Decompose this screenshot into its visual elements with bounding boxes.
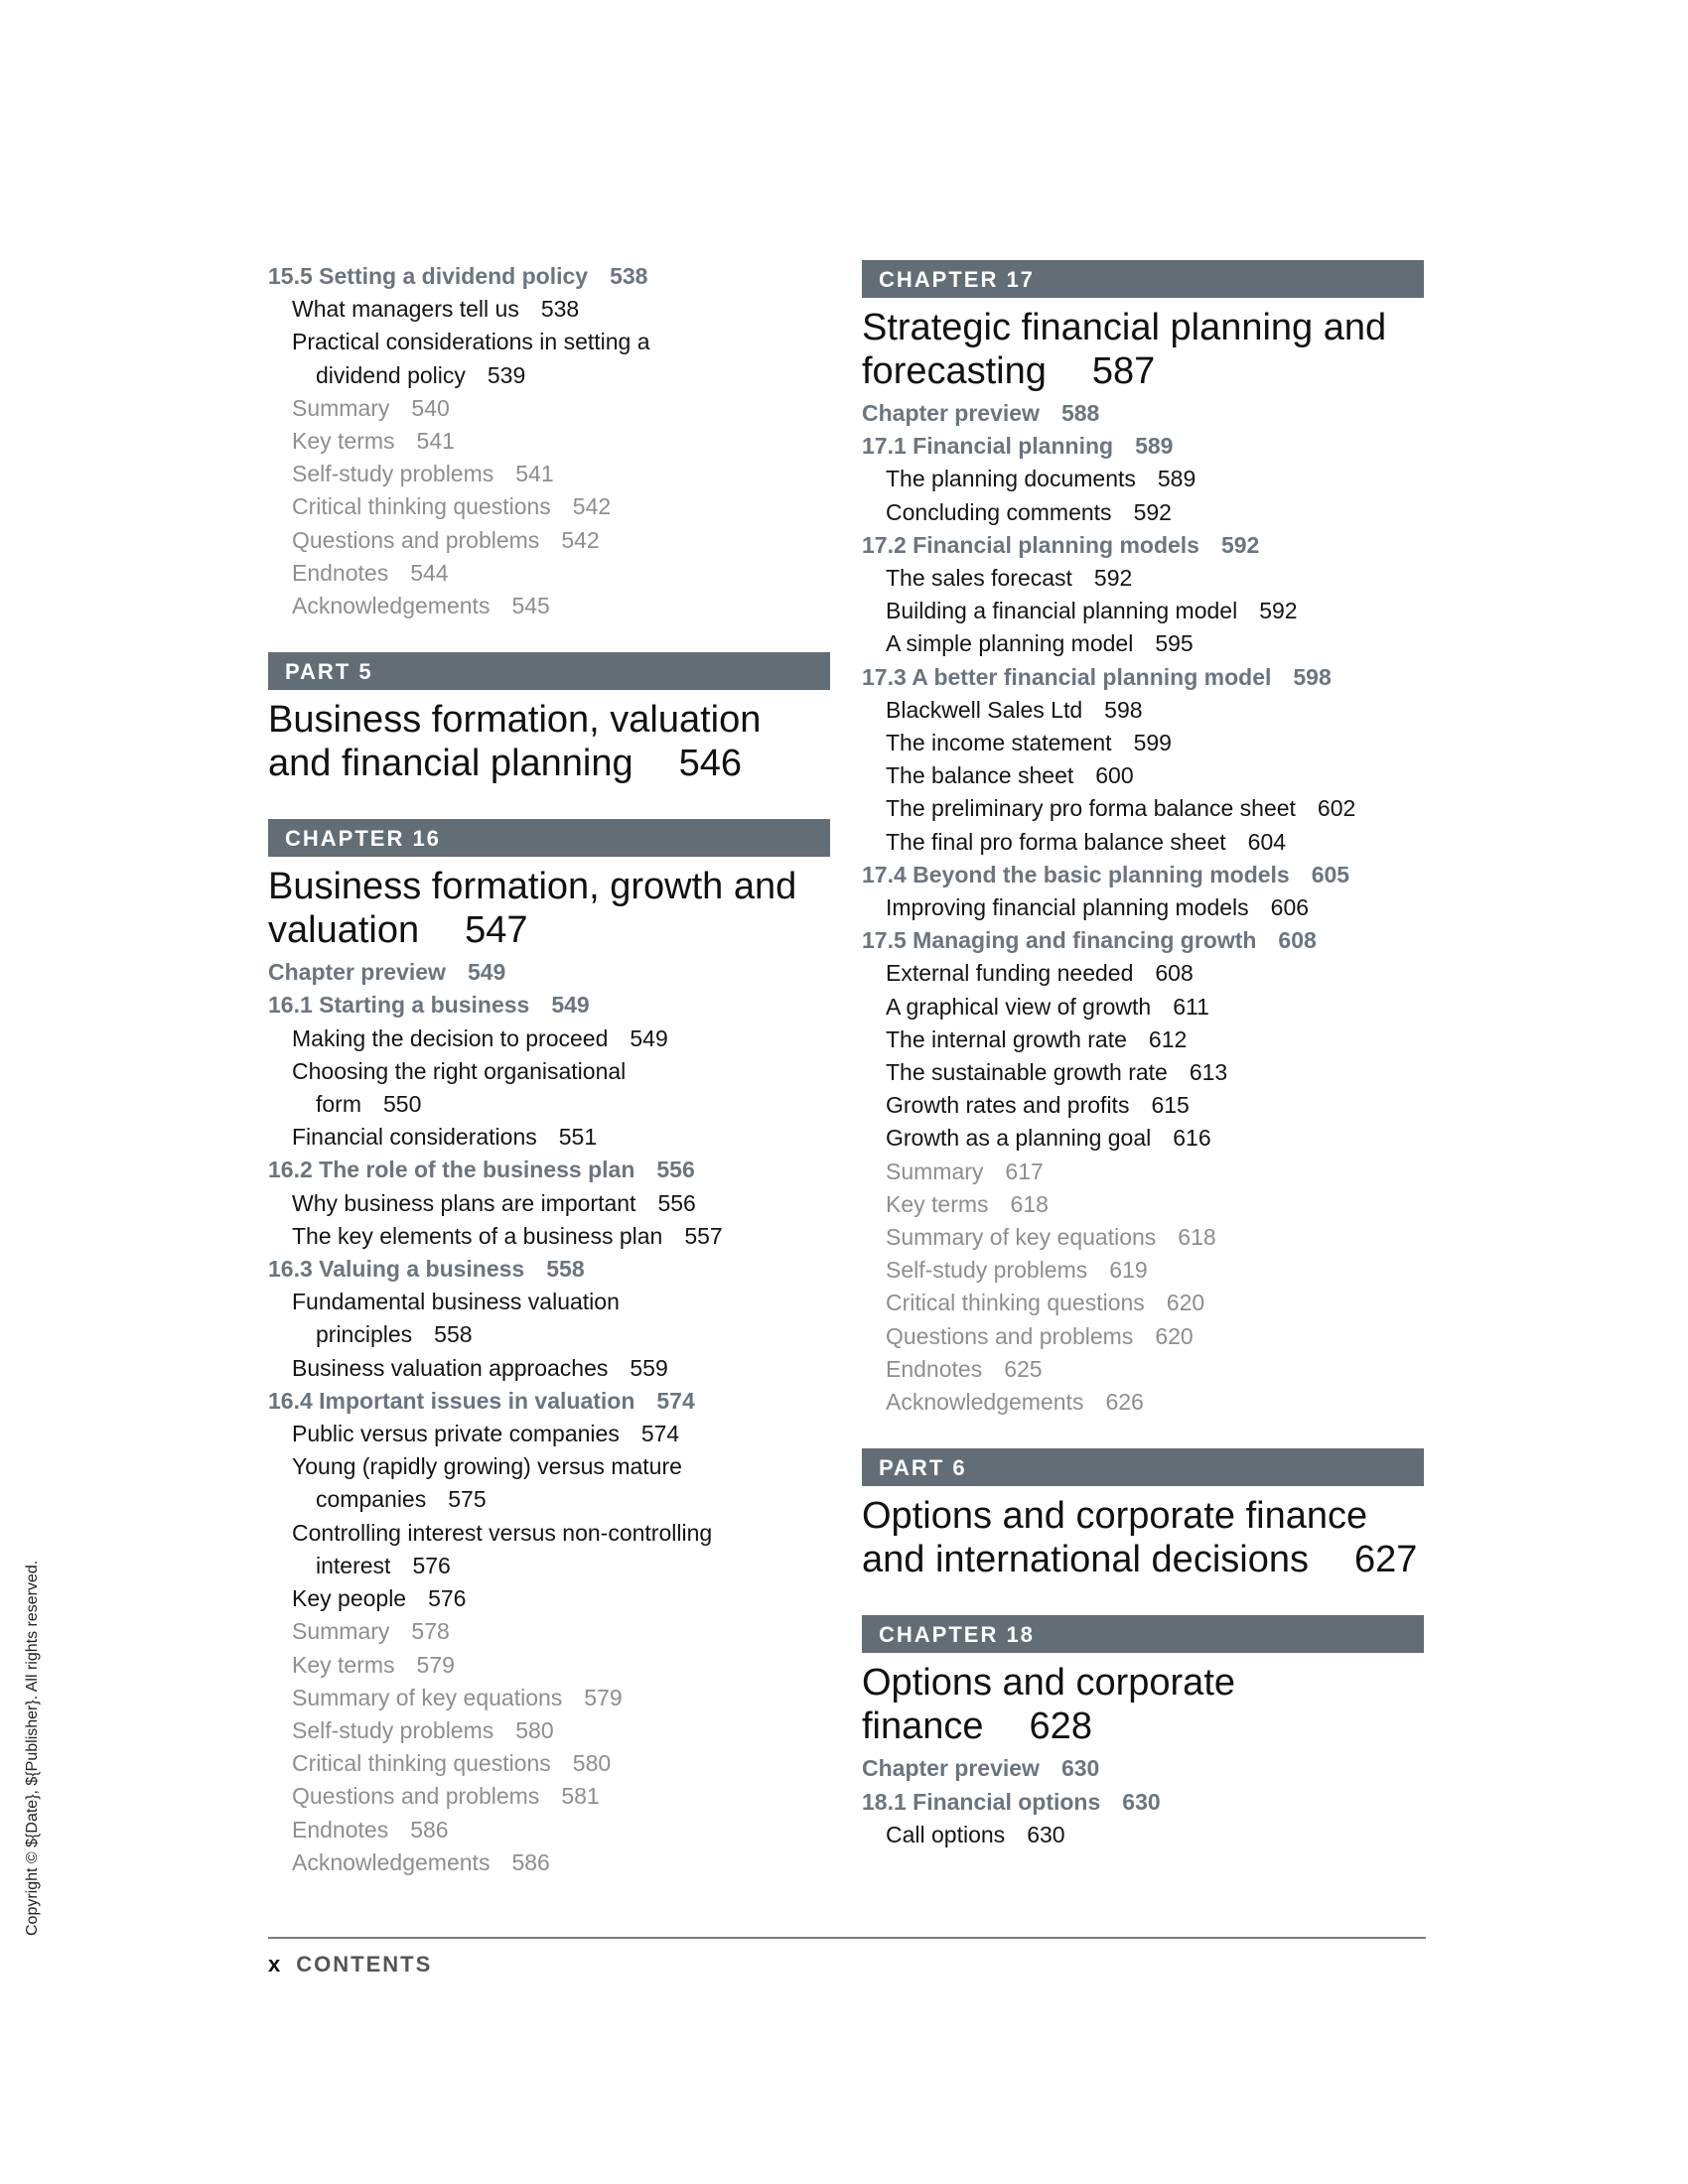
entry-page-number: 586 xyxy=(410,1816,449,1843)
entry-title: Why business plans are important xyxy=(292,1189,636,1216)
entry-title: The preliminary pro forma balance sheet xyxy=(886,795,1296,822)
part-5-banner: PART 5 xyxy=(268,652,830,690)
entry-title-continuation: dividend policy xyxy=(316,361,466,388)
entry-title: Endnotes xyxy=(886,1355,983,1382)
toc-entry[interactable] xyxy=(862,1221,1424,1254)
entry-page-number: 630 xyxy=(1060,1755,1100,1782)
toc-entry[interactable] xyxy=(862,1024,1424,1056)
toc-entry-list xyxy=(268,293,830,622)
toc-entry[interactable] xyxy=(268,1814,830,1846)
toc-entry[interactable] xyxy=(862,1188,1424,1221)
entry-title: Key people xyxy=(292,1585,407,1612)
toc-entry[interactable] xyxy=(862,1156,1424,1188)
entry-page-number: 579 xyxy=(416,1651,455,1678)
toc-entry[interactable] xyxy=(862,1089,1424,1122)
entry-page-number: 598 xyxy=(1104,696,1143,723)
entry-page-number: 542 xyxy=(561,526,600,553)
part-6-title[interactable]: Options and corporate finance and international decisions 627 xyxy=(862,1495,1418,1581)
entry-title: Acknowledgements xyxy=(886,1389,1084,1416)
entry-title: Summary xyxy=(886,1158,984,1184)
toc-entry[interactable] xyxy=(862,1254,1424,1287)
entry-page-number: 604 xyxy=(1247,828,1287,855)
toc-section[interactable] xyxy=(268,1154,830,1186)
right-column xyxy=(862,260,1424,1851)
toc-entry[interactable] xyxy=(862,1287,1424,1319)
entry-page-number: 592 xyxy=(1259,598,1298,624)
entry-title: The income statement xyxy=(886,730,1112,756)
entry-title: The sales forecast xyxy=(886,565,1072,592)
entry-page-number: 581 xyxy=(561,1783,600,1810)
toc-entry[interactable] xyxy=(862,991,1424,1024)
toc-section[interactable] xyxy=(862,1786,1424,1819)
toc-entry[interactable] xyxy=(268,392,830,425)
toc-entry[interactable] xyxy=(268,1517,830,1582)
entry-page-number: 592 xyxy=(1133,498,1172,525)
entry-title: Self-study problems xyxy=(292,1716,494,1743)
entry-page-number: 602 xyxy=(1317,795,1356,822)
entry-page-number: 625 xyxy=(1004,1355,1043,1382)
entry-title: Fundamental business valuation xyxy=(292,1289,620,1315)
entry-page-number: 541 xyxy=(515,461,554,487)
entry-title: Acknowledgements xyxy=(292,1848,491,1875)
entry-page-number: 616 xyxy=(1173,1125,1211,1152)
entry-page-number: 608 xyxy=(1155,960,1194,987)
entry-title: Chapter preview xyxy=(862,1755,1040,1782)
entry-title: Practical considerations in setting a xyxy=(292,329,650,355)
toc-entry[interactable] xyxy=(862,1056,1424,1089)
entry-title: 16.3 Valuing a business xyxy=(268,1256,525,1283)
toc-entry[interactable] xyxy=(268,590,830,622)
entry-title: Summary of key equations xyxy=(292,1684,563,1710)
entry-title: Call options xyxy=(886,1821,1006,1847)
toc-entry[interactable] xyxy=(862,627,1424,660)
entry-title: Young (rapidly growing) versus mature xyxy=(292,1453,682,1480)
entry-title: Critical thinking questions xyxy=(292,493,551,520)
entry-page-number: 557 xyxy=(684,1222,723,1249)
toc-entry[interactable] xyxy=(862,759,1424,792)
page-footer xyxy=(268,1952,432,1978)
entry-page-number: 580 xyxy=(572,1750,612,1777)
toc-entry[interactable] xyxy=(862,727,1424,759)
entry-title: Growth as a planning goal xyxy=(886,1125,1152,1152)
entry-page-number: 578 xyxy=(411,1618,450,1645)
toc-section[interactable] xyxy=(862,924,1424,957)
toc-chapter-preview[interactable] xyxy=(862,397,1424,430)
toc-entry[interactable] xyxy=(268,1187,830,1220)
toc-entry[interactable] xyxy=(862,694,1424,727)
entry-title: The sustainable growth rate xyxy=(886,1059,1168,1086)
part-6-banner: PART 6 xyxy=(862,1448,1424,1486)
toc-entry[interactable] xyxy=(862,1353,1424,1386)
entry-title: 16.4 Important issues in valuation xyxy=(268,1387,635,1414)
entry-page-number: 586 xyxy=(511,1848,550,1875)
entry-page-number: 600 xyxy=(1095,762,1134,789)
entry-title-continuation: interest xyxy=(316,1552,391,1578)
toc-entry[interactable] xyxy=(862,1320,1424,1353)
entry-title: Self-study problems xyxy=(886,1257,1088,1284)
chapter-16-banner: CHAPTER 16 xyxy=(268,819,830,857)
entry-page-number: 630 xyxy=(1027,1821,1065,1847)
toc-section[interactable] xyxy=(862,661,1424,694)
entry-page-number: 620 xyxy=(1155,1322,1194,1349)
entry-title: Business valuation approaches xyxy=(292,1354,609,1381)
entry-page-number: 592 xyxy=(1093,565,1133,592)
entry-title: 17.5 Managing and financing growth xyxy=(862,927,1257,954)
entry-page-number: 592 xyxy=(1220,531,1260,558)
entry-page-number: 549 xyxy=(467,959,506,986)
entry-title: Summary xyxy=(292,394,390,421)
toc-entry[interactable] xyxy=(268,1352,830,1385)
toc-entry[interactable] xyxy=(862,826,1424,859)
toc-entry[interactable] xyxy=(862,595,1424,627)
entry-title: Acknowledgements xyxy=(292,593,491,619)
entry-title: A graphical view of growth xyxy=(886,993,1152,1020)
entry-title: Concluding comments xyxy=(886,498,1112,525)
entry-title: Summary xyxy=(292,1618,390,1645)
toc-entry[interactable] xyxy=(268,1649,830,1682)
entry-page-number: 580 xyxy=(515,1716,554,1743)
entry-page-number: 579 xyxy=(584,1684,623,1710)
entry-title: Key terms xyxy=(886,1190,989,1217)
entry-page-number: 558 xyxy=(546,1256,585,1283)
entry-page-number: 539 xyxy=(487,361,526,388)
toc-entry[interactable] xyxy=(268,1418,830,1450)
entry-page-number: 617 xyxy=(1005,1158,1044,1184)
entry-title-continued xyxy=(292,359,830,392)
entry-page-number: 620 xyxy=(1166,1290,1205,1316)
footer-divider xyxy=(268,1937,1426,1939)
entry-title: Endnotes xyxy=(292,1816,389,1843)
entry-page-number: 605 xyxy=(1311,861,1350,887)
entry-title: Chapter preview xyxy=(862,400,1040,426)
entry-title: A simple planning model xyxy=(886,630,1134,657)
entry-title-continued xyxy=(292,1483,830,1516)
entry-page-number: 612 xyxy=(1148,1025,1188,1052)
toc-entry[interactable] xyxy=(268,1121,830,1154)
entry-page-number: 545 xyxy=(511,593,550,619)
toc-entry[interactable] xyxy=(268,458,830,490)
entry-title: Questions and problems xyxy=(886,1322,1134,1349)
part-5-title[interactable]: Business formation, valuation and financial planning 546 xyxy=(268,699,762,785)
entry-title-continued xyxy=(292,1088,830,1121)
entry-title: External funding needed xyxy=(886,960,1134,987)
toc-entry[interactable] xyxy=(268,1055,830,1121)
entry-page-number: 574 xyxy=(640,1421,680,1447)
entry-page-number: 608 xyxy=(1278,927,1317,954)
entry-page-number: 595 xyxy=(1155,630,1194,657)
toc-entry[interactable] xyxy=(268,557,830,590)
toc-entry[interactable] xyxy=(268,326,830,391)
entry-page-number: 606 xyxy=(1270,894,1310,921)
toc-entry-list xyxy=(862,1752,1424,1851)
chapter-16-title[interactable]: Business formation, growth and valuation 547 xyxy=(268,866,797,952)
entry-title: Public versus private companies xyxy=(292,1421,620,1447)
entry-title: 18.1 Financial options xyxy=(862,1788,1101,1815)
entry-page-number: 588 xyxy=(1060,400,1100,426)
toc-entry[interactable] xyxy=(862,891,1424,924)
entry-page-number: 549 xyxy=(630,1024,668,1051)
entry-title: The key elements of a business plan xyxy=(292,1222,663,1249)
toc-entry[interactable] xyxy=(268,425,830,458)
toc-section[interactable] xyxy=(268,989,830,1022)
entry-page-number: 551 xyxy=(558,1124,598,1151)
entry-title: Chapter preview xyxy=(268,959,446,986)
toc-section[interactable] xyxy=(862,859,1424,891)
toc-section[interactable] xyxy=(862,529,1424,562)
toc-entry[interactable] xyxy=(268,1450,830,1516)
chapter-17-title[interactable]: Strategic financial planning and forecasting 587 xyxy=(862,307,1387,392)
entry-title: What managers tell us xyxy=(292,296,519,323)
entry-title-continued xyxy=(292,1550,830,1582)
entry-title: Financial considerations xyxy=(292,1124,537,1151)
entry-page-number: 556 xyxy=(656,1157,695,1183)
entry-title: The balance sheet xyxy=(886,762,1074,789)
toc-entry[interactable] xyxy=(268,490,830,523)
entry-title: Making the decision to proceed xyxy=(292,1024,609,1051)
entry-title-continuation: form xyxy=(316,1091,361,1118)
toc-entry[interactable] xyxy=(862,957,1424,990)
entry-page-number: 556 xyxy=(657,1189,696,1216)
entry-page-number: 575 xyxy=(448,1486,487,1513)
toc-entry[interactable] xyxy=(268,1780,830,1813)
entry-title: 17.3 A better financial planning model xyxy=(862,663,1272,690)
entry-title: Blackwell Sales Ltd xyxy=(886,696,1083,723)
toc-entry[interactable] xyxy=(862,1122,1424,1155)
entry-title: Controlling interest versus non-controlling xyxy=(292,1519,713,1546)
entry-title: Growth rates and profits xyxy=(886,1092,1130,1119)
entry-page-number: 574 xyxy=(656,1387,695,1414)
toc-entry[interactable] xyxy=(862,562,1424,595)
entry-page-number: 559 xyxy=(630,1354,668,1381)
toc-entry[interactable] xyxy=(862,496,1424,529)
toc-entry[interactable] xyxy=(268,1714,830,1747)
entry-title: The planning documents xyxy=(886,466,1136,492)
entry-title: Key terms xyxy=(292,428,395,455)
entry-page-number: 558 xyxy=(434,1321,473,1348)
entry-title: Summary of key equations xyxy=(886,1224,1157,1251)
toc-chapter-preview[interactable] xyxy=(268,956,830,989)
entry-page-number: 576 xyxy=(412,1552,451,1578)
entry-title: Key terms xyxy=(292,1651,395,1678)
toc-entry-list xyxy=(268,956,830,1879)
entry-page-number: 550 xyxy=(383,1091,422,1118)
chapter-18-banner: CHAPTER 18 xyxy=(862,1615,1424,1653)
entry-page-number: 615 xyxy=(1151,1092,1190,1119)
toc-section[interactable]: 15.5 Setting a dividend policy 538 xyxy=(268,263,648,289)
entry-title: 16.1 Starting a business xyxy=(268,992,530,1019)
chapter-18-title[interactable]: Options and corporate finance 628 xyxy=(862,1662,1236,1748)
entry-title: Critical thinking questions xyxy=(886,1290,1145,1316)
entry-title: Questions and problems xyxy=(292,1783,540,1810)
entry-page-number: 611 xyxy=(1173,993,1209,1020)
copyright-notice: Copyright © ${Date}, ${Publisher}. All rights reserved. xyxy=(24,1560,41,1936)
entry-title: Endnotes xyxy=(292,559,389,586)
toc-entry[interactable] xyxy=(862,463,1424,495)
entry-page-number: 538 xyxy=(540,296,580,323)
entry-page-number: 626 xyxy=(1105,1389,1144,1416)
entry-title: Questions and problems xyxy=(292,526,540,553)
toc-entry[interactable] xyxy=(268,1220,830,1253)
entry-page-number: 540 xyxy=(411,394,450,421)
page-number: x xyxy=(268,1952,281,1977)
toc-entry[interactable] xyxy=(268,1286,830,1351)
running-head: CONTENTS xyxy=(296,1952,433,1977)
entry-page-number: 599 xyxy=(1133,730,1172,756)
entry-title: Critical thinking questions xyxy=(292,1750,551,1777)
toc-entry[interactable] xyxy=(268,1615,830,1648)
entry-page-number: 542 xyxy=(572,493,612,520)
toc-entry[interactable] xyxy=(268,1582,830,1615)
entry-title: Self-study problems xyxy=(292,461,494,487)
entry-title: 16.2 The role of the business plan xyxy=(268,1157,635,1183)
entry-page-number: 589 xyxy=(1157,466,1196,492)
entry-page-number: 598 xyxy=(1293,663,1332,690)
toc-entry[interactable] xyxy=(862,1386,1424,1419)
entry-title: 17.1 Financial planning xyxy=(862,433,1114,460)
toc-entry[interactable] xyxy=(268,1023,830,1055)
entry-title: Improving financial planning models xyxy=(886,894,1249,921)
entry-page-number: 541 xyxy=(416,428,455,455)
entry-page-number: 544 xyxy=(410,559,449,586)
entry-page-number: 613 xyxy=(1189,1059,1228,1086)
entry-page-number: 618 xyxy=(1010,1190,1049,1217)
entry-page-number: 630 xyxy=(1122,1788,1161,1815)
toc-section[interactable] xyxy=(268,1385,830,1418)
entry-title-continued xyxy=(292,1318,830,1351)
entry-page-number: 619 xyxy=(1109,1257,1148,1284)
left-column xyxy=(268,260,830,1879)
toc-entry[interactable] xyxy=(862,792,1424,825)
toc-entry[interactable] xyxy=(268,293,830,326)
entry-page-number: 576 xyxy=(428,1585,467,1612)
entry-title: 17.4 Beyond the basic planning models xyxy=(862,861,1290,887)
toc-entry[interactable] xyxy=(268,1747,830,1780)
entry-title: Choosing the right organisational xyxy=(292,1057,627,1084)
chapter-17-banner: CHAPTER 17 xyxy=(862,260,1424,298)
toc-chapter-preview[interactable] xyxy=(862,1752,1424,1785)
entry-title: Building a financial planning model xyxy=(886,598,1238,624)
toc-entry[interactable] xyxy=(268,524,830,557)
toc-section[interactable] xyxy=(862,430,1424,463)
entry-title-continuation: principles xyxy=(316,1321,413,1348)
entry-page-number: 618 xyxy=(1178,1224,1216,1251)
entry-title: 17.2 Financial planning models xyxy=(862,531,1199,558)
toc-entry-list xyxy=(862,397,1424,1419)
entry-page-number: 549 xyxy=(551,992,590,1019)
entry-title: The internal growth rate xyxy=(886,1025,1127,1052)
toc-entry[interactable] xyxy=(862,1819,1424,1851)
toc-section[interactable] xyxy=(268,1253,830,1286)
toc-entry[interactable] xyxy=(268,1682,830,1714)
entry-page-number: 589 xyxy=(1135,433,1174,460)
entry-title-continuation: companies xyxy=(316,1486,427,1513)
toc-entry[interactable] xyxy=(268,1846,830,1879)
entry-title: The final pro forma balance sheet xyxy=(886,828,1226,855)
